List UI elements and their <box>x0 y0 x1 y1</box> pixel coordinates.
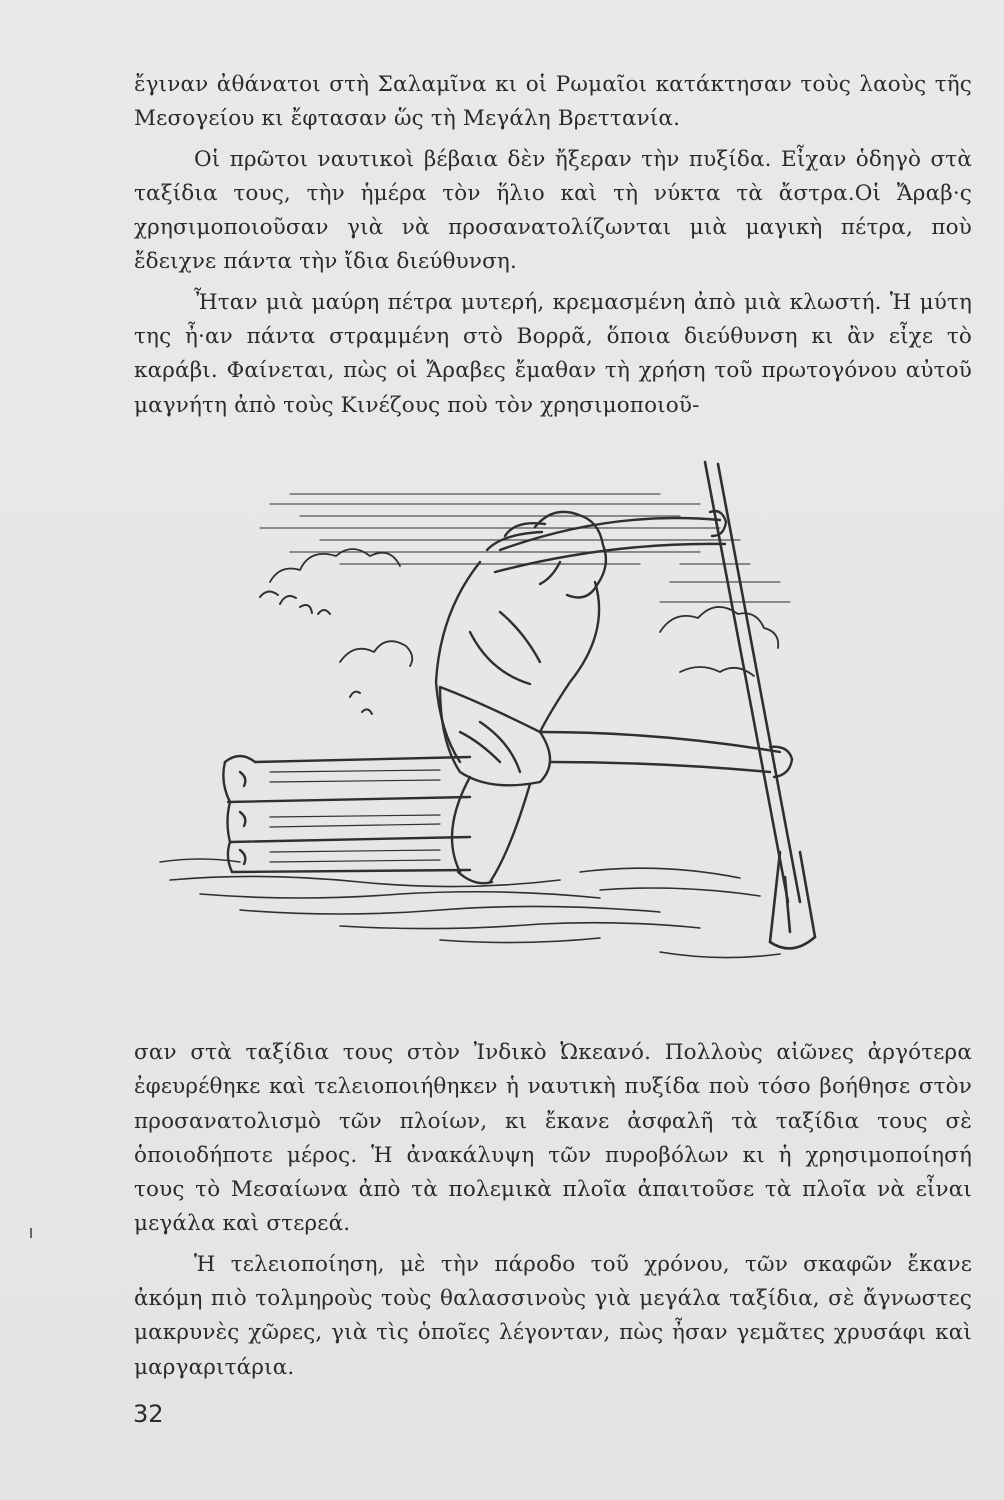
top-text-block <box>134 68 972 429</box>
sky-hatching <box>260 494 790 602</box>
raft <box>223 756 470 872</box>
clouds <box>270 549 778 676</box>
bottom-text-block <box>134 1036 972 1391</box>
oar <box>705 462 815 948</box>
margin-mark <box>30 1228 32 1238</box>
man-rowing-raft-illustration <box>140 432 830 992</box>
splash <box>260 591 372 714</box>
water-ripples <box>160 859 780 958</box>
paragraph-5: Ἡ τελειοποίηση, μὲ τὴν πάροδο τοῦ χρόνου, τῶν σκαφῶν ἔκανε ἀκόμη πιὸ τολμηροὺς τοὺς θαλασσινοὺς γιὰ μεγάλα ταξίδια, σὲ ἄγνωστες μακρυνὲς χῶρες, γιὰ τὶς ὁποῖες λέγονταν, πὼς ἦσαν γεμᾶτες χρυσάφι καὶ μαργαριτάρια. <box>134 1251 972 1380</box>
paragraph-1: ἔγιναν ἀθάνατοι στὴ Σαλαμῖνα κι οἱ Ρωμαῖοι κατάκτησαν τοὺς λαοὺς τῆς Μεσογείου κι ἔφτασαν ὥς τὴ Μεγάλη Βρεττανία. <box>134 72 972 132</box>
rower-figure <box>436 511 792 883</box>
paragraph-4: σαν στὰ ταξίδια τους στὸν Ἰνδικὸ Ὠκεανό. Πολλοὺς αἰῶνες ἀργότερα ἐφευρέθηκε καὶ τελειοποιήθηκεν ἡ ναυτικὴ πυξίδα ποὺ τόσο βοήθησε στὸν προσανατολισμὸ τῶν πλοίων, κι ἔκανε ἀσφαλῆ τὰ ταξίδια τους σὲ ὁποιοδήποτε μέρος. Ἡ ἀνακάλυψη τῶν πυροβόλων κι ἡ χρησιμοποίησή τους τὸ Μεσαίωνα ἀπὸ τὰ πολεμικὰ πλοῖα ἀπαιτοῦσε τὰ πλοῖα νὰ εἶναι μεγάλα καὶ στερεά. <box>134 1040 972 1237</box>
paragraph-3: Ἦταν μιὰ μαύρη πέτρα μυτερή, κρεμασμένη ἀπὸ μιὰ κλωστή. Ἡ μύτη της ἦ·αν πάντα στραμμένη στὸ Βορρᾶ, ὅποια διεύθυνση κι ἂν εἶχε τὸ καράβι. Φαίνεται, πὼς οἱ Ἄραβες ἔμαθαν τὴ χρήση τοῦ πρωτογόνου αὐτοῦ μαγνήτη ἀπὸ τοὺς Κινέζους ποὺ τὸν χρησιμοποιοῦ- <box>134 289 972 418</box>
paragraph-2: Οἱ πρῶτοι ναυτικοὶ βέβαια δὲν ἤξεραν τὴν πυξίδα. Εἶχαν ὁδηγὸ στὰ ταξίδια τους, τὴν ἡμέρα τὸν ἥλιο καὶ τὴ νύκτα τὰ ἄστρα.Οἱ Ἄραβ·ς χρησιμοποιοῦσαν γιὰ νὰ προσανατολίζωνται μιὰ μαγικὴ πέτρα, ποὺ ἔδειχνε πάντα τὴν ἴδια διεύθυνση. <box>134 146 972 275</box>
page-number: 32 <box>133 1400 164 1428</box>
